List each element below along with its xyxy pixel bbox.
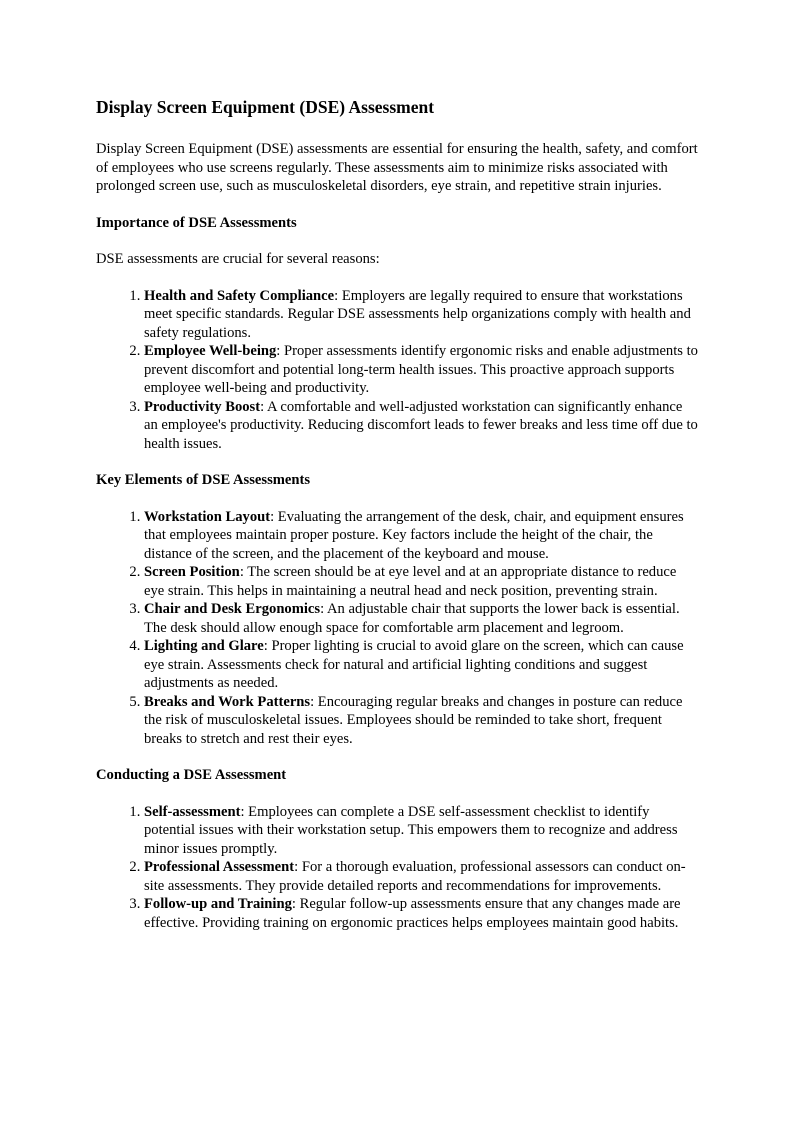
list-item-term: Health and Safety Compliance bbox=[144, 287, 335, 304]
list-item bbox=[144, 287, 698, 343]
list-item-text: : For a thorough evaluation, professional assessors can conduct on-site assessments. They provide detailed reports and recommendations for improvements. bbox=[144, 859, 686, 894]
list-item-text: : A comfortable and well-adjusted workstation can significantly enhance an employee's productivity. Reducing discomfort leads to fewer breaks and less time off due to health issues. bbox=[144, 398, 698, 452]
importance-list bbox=[96, 287, 698, 454]
importance-section bbox=[96, 214, 698, 454]
document-title: Display Screen Equipment (DSE) Assessment bbox=[96, 97, 435, 117]
list-item-term: Productivity Boost bbox=[144, 398, 261, 415]
importance-heading: Importance of DSE Assessments bbox=[96, 214, 297, 231]
importance-lead: DSE assessments are crucial for several reasons: bbox=[96, 251, 380, 267]
list-item bbox=[144, 600, 698, 637]
list-item-text: : Employers are legally required to ensure that workstations meet specific standards. Regular DSE assessments help organizations comply with health and safety regulations. bbox=[144, 287, 691, 341]
list-item-term: Self-assessment bbox=[144, 803, 241, 820]
list-item-term: Lighting and Glare bbox=[144, 638, 264, 654]
list-item-term: Chair and Desk Ergonomics bbox=[144, 601, 321, 617]
key-elements-list bbox=[96, 508, 698, 749]
key-elements-section bbox=[96, 471, 698, 748]
intro-paragraph: Display Screen Equipment (DSE) assessments are essential for ensuring the health, safety, and comfort of employees who use screens regularly. These assessments aim to minimize risks associated with prolonged screen use, such as musculoskeletal disorders, eye strain, and repetitive strain injuries. bbox=[96, 141, 698, 194]
list-item-text: : Proper assessments identify ergonomic risks and enable adjustments to prevent discomfort and potential long-term health issues. This proactive approach supports employee well-being and productivity. bbox=[144, 343, 698, 396]
list-item bbox=[144, 563, 698, 600]
list-item-term: Professional Assessment bbox=[144, 859, 295, 875]
conducting-heading: Conducting a DSE Assessment bbox=[96, 767, 287, 783]
list-item bbox=[144, 398, 698, 454]
list-item-text: : Evaluating the arrangement of the desk, chair, and equipment ensures that employees maintain proper posture. Key factors include the height of the chair, the distance of the screen, and the placement of the keyboard and mouse. bbox=[144, 508, 684, 562]
list-item-term: Workstation Layout bbox=[144, 508, 271, 525]
list-item-text: : Employees can complete a DSE self-assessment checklist to identify potential issues with their workstation setup. This empowers them to recognize and address minor issues promptly. bbox=[144, 803, 678, 857]
list-item-term: Follow-up and Training bbox=[144, 896, 292, 912]
list-item-text: : Regular follow-up assessments ensure that any changes made are effective. Providing training on ergonomic practices helps employees maintain good habits. bbox=[144, 896, 681, 931]
list-item-text: : Encouraging regular breaks and changes in posture can reduce the risk of musculoskeletal issues. Employees should be reminded to take short, frequent breaks to stretch and rest their eyes. bbox=[144, 693, 683, 747]
list-item-term: Employee Well-being bbox=[144, 343, 277, 359]
key-elements-heading: Key Elements of DSE Assessments bbox=[96, 472, 311, 488]
conducting-list bbox=[96, 803, 698, 933]
list-item-term: Breaks and Work Patterns bbox=[144, 693, 311, 710]
list-item-term: Screen Position bbox=[144, 564, 240, 580]
list-item-text: : Proper lighting is crucial to avoid glare on the screen, which can cause eye strain. Assessments check for natural and artificial lighting conditions and suggest adjustments as needed. bbox=[144, 638, 684, 691]
list-item bbox=[144, 637, 698, 693]
list-item-text: : An adjustable chair that supports the lower back is essential. The desk should allow enough space for comfortable arm placement and legroom. bbox=[144, 601, 680, 636]
list-item-text: : The screen should be at eye level and at an appropriate distance to reduce eye strain. This helps in maintaining a neutral head and neck position, preventing strain. bbox=[144, 564, 677, 599]
list-item bbox=[144, 693, 698, 749]
list-item bbox=[144, 342, 698, 398]
list-item bbox=[144, 508, 698, 564]
list-item bbox=[144, 803, 698, 859]
list-item bbox=[144, 858, 698, 895]
conducting-section bbox=[96, 766, 698, 932]
list-item bbox=[144, 895, 698, 932]
